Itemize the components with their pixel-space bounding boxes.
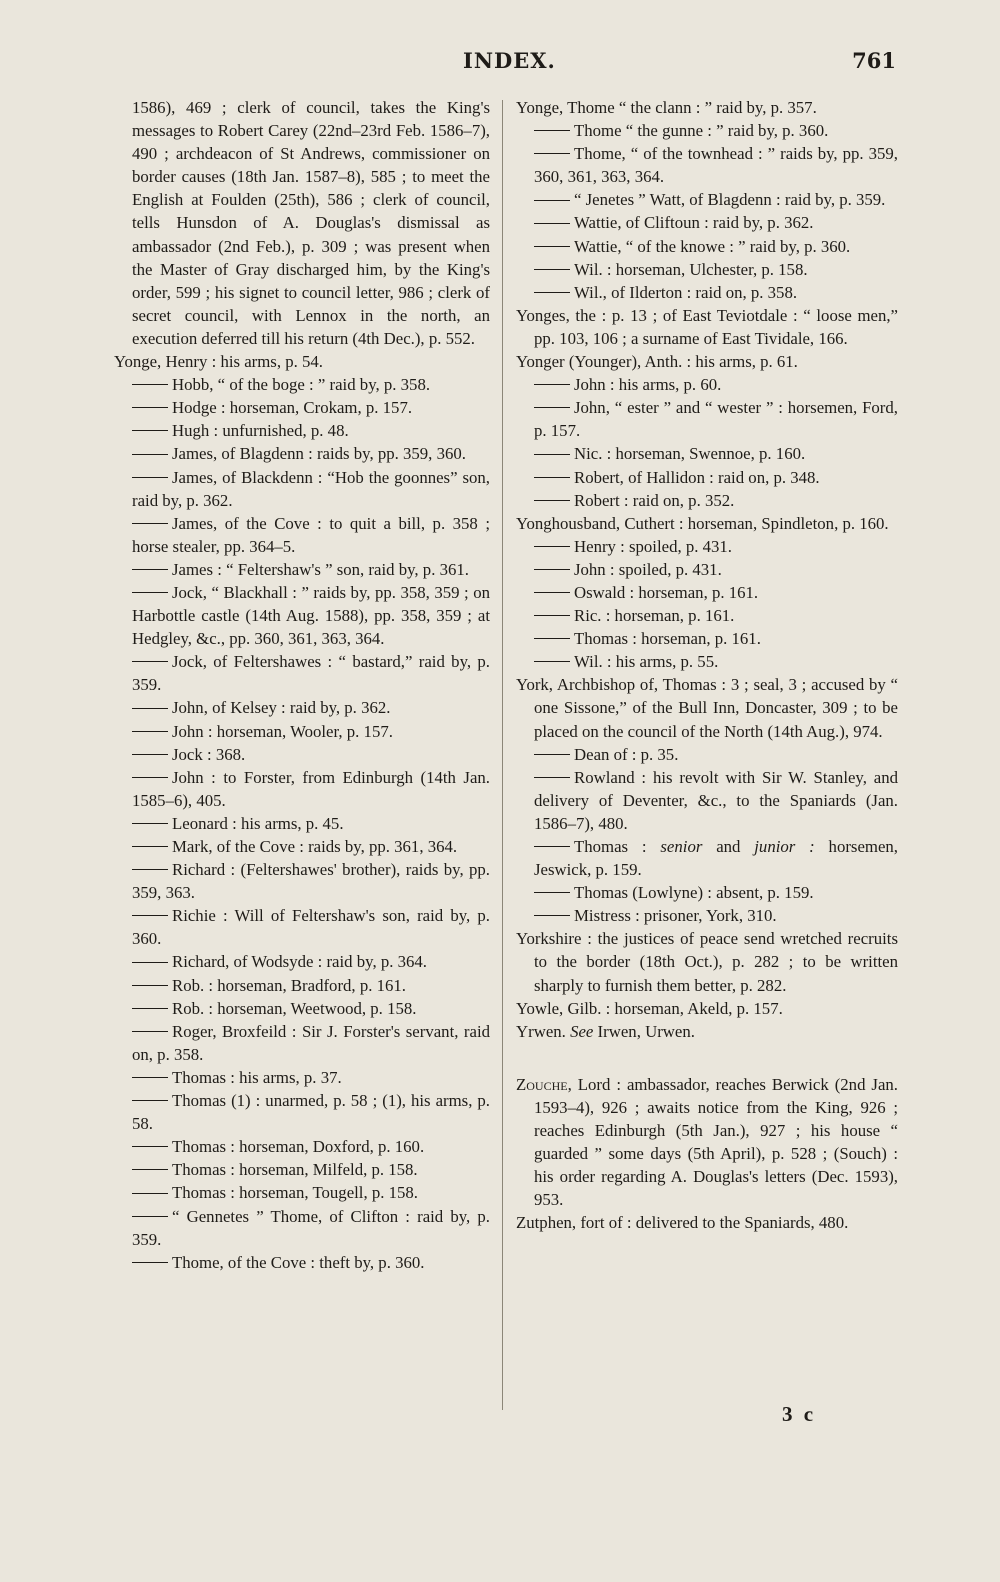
entry-text-part: Yowle, Gilb. : horseman, Akeld, p. 157. (516, 998, 783, 1018)
repeat-dash (534, 743, 574, 766)
entry-text-part: Zouche (516, 1074, 568, 1094)
index-entry (516, 350, 898, 373)
repeat-dash (132, 1135, 172, 1158)
entry-text-part: John : spoiled, p. 431. (574, 559, 722, 579)
entry-text-part: Yrwen. (516, 1021, 571, 1041)
entry-text-part: Irwen, Urwen. (593, 1021, 695, 1041)
index-entry (516, 373, 898, 396)
entry-text-part: James, of Blagdenn : raids by, pp. 359, 360. (172, 444, 466, 464)
entry-text-part: Hugh : unfurnished, p. 48. (172, 421, 349, 441)
entry-text-part: Leonard : his arms, p. 45. (172, 813, 344, 833)
index-entry (114, 696, 490, 719)
index-entry (114, 650, 490, 696)
repeat-dash (534, 581, 574, 604)
entry-text-part: John : horseman, Wooler, p. 157. (172, 721, 393, 741)
index-entry (516, 1073, 898, 1212)
index-entry (114, 812, 490, 835)
entry-text-part: Thomas : horseman, Doxford, p. 160. (172, 1137, 425, 1157)
index-entry (516, 142, 898, 188)
index-entry (114, 558, 490, 581)
index-entry (516, 604, 898, 627)
repeat-dash (132, 1205, 172, 1228)
entry-text-part: Jock, “ Blackhall : ” raids by, pp. 358, 359 ; on Harbottle castle (14th Aug. 1588), pp. 358, 359 ; at Hedgley, &c., pp. 360, 361, 363, 364. (132, 582, 490, 649)
entry-text-part: and (702, 837, 755, 856)
index-entry (516, 281, 898, 304)
index-entry (114, 743, 490, 766)
entry-text-part: Henry : spoiled, p. 431. (574, 536, 733, 556)
index-entry (114, 835, 490, 858)
entry-text-part: Yonghousband, Cuthert : horseman, Spindleton, p. 160. (516, 513, 889, 533)
entry-text-part: 1586), 469 ; clerk of council, takes the King's messages to Robert Carey (22nd–23rd Feb. 1586–7), 490 ; archdeacon of St Andrews, commissioner on border causes (18th Jan. 1587–8), 585 ; to meet the English at Foulden (25th), 586 ; clerk of council, tells Hunsdon of A. Douglas's dismissal as ambassador (2nd Feb.), p. 309 ; was present when the Master of Gray discharged him, by the King's order, 599 ; his signet to council letter, 986 ; clerk of secret council, with Lennox in the north, an execution deferred till his return (4th Dec.), p. 552. (132, 98, 490, 348)
entry-text-part: Jock, of Feltershawes : “ bastard,” raid by, p. 359. (132, 652, 490, 695)
entry-text-part: Richard, of Wodsyde : raid by, p. 364. (172, 952, 427, 972)
entry-text-part: Oswald : horseman, p. 161. (574, 582, 759, 602)
entry-text-part: Wattie, of Cliftoun : raid by, p. 362. (574, 213, 814, 233)
repeat-dash (132, 1066, 172, 1089)
index-entry (516, 558, 898, 581)
repeat-dash (132, 1251, 172, 1274)
repeat-dash (132, 904, 172, 927)
index-entry (114, 350, 490, 373)
entry-text-part: Yonges, the : p. 13 ; of East Teviotdale : “ loose men,” pp. 103, 106 ; a surname of East Tividale, 166. (516, 305, 898, 348)
index-entry (516, 188, 898, 211)
entry-text-part: Richard : (Feltershawes' brother), raids by, pp. 359, 363. (132, 860, 490, 903)
entry-text-part: Thome, “ of the townhead : ” raids by, pp. 359, 360, 361, 363, 364. (534, 144, 898, 187)
repeat-dash (132, 558, 172, 581)
index-entry (114, 396, 490, 419)
entry-text-part: Yonge, Thome “ the clann : ” raid by, p. 357. (516, 98, 817, 117)
index-entry (114, 720, 490, 743)
index-entry (516, 881, 898, 904)
index-entry (114, 1135, 490, 1158)
repeat-dash (132, 650, 172, 673)
entry-text-part: Wil., of Ilderton : raid on, p. 358. (574, 282, 798, 302)
index-entry (114, 442, 490, 465)
entry-text-part: Thomas : his arms, p. 37. (172, 1067, 342, 1087)
page-header (0, 48, 1000, 78)
index-entry (114, 1205, 490, 1251)
entry-text-part: Hodge : horseman, Crokam, p. 157. (172, 398, 413, 418)
index-entry (114, 373, 490, 396)
entry-text-part: York, Archbishop of, Thomas : 3 ; seal, 3 ; accused by “ one Sissone,” of the Bull Inn, Doncaster, 309 ; to be placed on the council of the North (14th Aug.), 974. (516, 675, 898, 741)
repeat-dash (132, 1020, 172, 1043)
repeat-dash (132, 835, 172, 858)
entry-text-part: Mistress : prisoner, York, 310. (574, 906, 777, 926)
repeat-dash (534, 881, 574, 904)
index-entry (516, 119, 898, 142)
index-entry (516, 766, 898, 835)
entry-text-part: Nic. : horseman, Swennoe, p. 160. (574, 444, 806, 464)
repeat-dash (132, 466, 172, 489)
index-entry (516, 650, 898, 673)
index-entry (114, 581, 490, 650)
index-entry (114, 419, 490, 442)
index-entry (516, 211, 898, 234)
entry-text-part: John, of Kelsey : raid by, p. 362. (172, 698, 391, 718)
entry-text-part: Thomas : horseman, Milfeld, p. 158. (172, 1160, 418, 1180)
index-entry (516, 466, 898, 489)
repeat-dash (534, 142, 574, 165)
index-entry (114, 1251, 490, 1274)
page-title: INDEX. (463, 48, 556, 73)
entry-text-part: John : his arms, p. 60. (574, 375, 722, 395)
entry-text-part: James, of Blackdenn : “Hob the goonnes” son, raid by, p. 362. (132, 467, 490, 510)
repeat-dash (534, 766, 574, 789)
index-entry (114, 997, 490, 1020)
entry-text-part: senior (660, 837, 703, 856)
repeat-dash (132, 442, 172, 465)
index-entry (516, 442, 898, 465)
index-entry (114, 466, 490, 512)
index-entry (114, 1089, 490, 1135)
repeat-dash (534, 281, 574, 304)
entry-text-part: Ric. : horseman, p. 161. (574, 606, 735, 626)
index-entry (516, 396, 898, 442)
index-entry (516, 627, 898, 650)
entry-text-part: Hobb, “ of the boge : ” raid by, p. 358. (172, 375, 431, 395)
repeat-dash (132, 997, 172, 1020)
repeat-dash (534, 489, 574, 512)
repeat-dash (132, 1089, 172, 1112)
repeat-dash (534, 904, 574, 927)
index-entry (516, 304, 898, 350)
index-entry (114, 1181, 490, 1204)
entry-text-part: John : to Forster, from Edinburgh (14th Jan. 1585–6), 405. (132, 767, 490, 810)
entry-text-part: Wil. : his arms, p. 55. (574, 652, 719, 672)
repeat-dash (132, 696, 172, 719)
entry-text-part: Yorkshire : the justices of peace send wretched recruits to the border (18th Oct.), p. 282 ; to be written sharply to furnish them better, p. 282. (516, 929, 898, 995)
repeat-dash (534, 258, 574, 281)
repeat-dash (534, 188, 574, 211)
index-entry (516, 835, 898, 881)
entry-text-part: Thomas : horseman, Tougell, p. 158. (172, 1183, 419, 1203)
entry-text-part: Thomas (1) : unarmed, p. 58 ; (1), his arms, p. 58. (132, 1091, 490, 1134)
index-entry (516, 581, 898, 604)
repeat-dash (132, 766, 172, 789)
index-entry (516, 904, 898, 927)
repeat-dash (132, 1158, 172, 1181)
repeat-dash (132, 950, 172, 973)
entry-text-part: James, of the Cove : to quit a bill, p. 358 ; horse stealer, pp. 364–5. (132, 513, 490, 556)
entry-text-part: , Lord : ambassador, reaches Berwick (2nd Jan. 1593–4), 926 ; awaits notice from the King, 926 ; reaches Edinburgh (5th Jan.), 927 ; his house “ guarded ” some days (5th April), p. 528 ; (Souch) : his order regarding A. Douglas's letters (Dec. 1593), 953. (534, 1074, 898, 1210)
index-entry (516, 1020, 898, 1043)
index-entry (516, 673, 898, 742)
index-entry (516, 235, 898, 258)
index-entry (516, 1211, 898, 1234)
entry-text-part: Rob. : horseman, Weetwood, p. 158. (172, 998, 417, 1018)
index-entry (114, 1158, 490, 1181)
entry-text-part: Jock : 368. (172, 744, 246, 764)
index-entry (114, 1020, 490, 1066)
entry-text-part: See (570, 1021, 594, 1041)
entry-text-part: Wil. : horseman, Ulchester, p. 158. (574, 259, 808, 279)
index-entry (516, 927, 898, 996)
page-number: 761 (852, 48, 896, 73)
index-entry (114, 1066, 490, 1089)
index-entry (516, 258, 898, 281)
entry-text-part: Thomas : horseman, p. 161. (574, 629, 761, 649)
repeat-dash (534, 211, 574, 234)
index-entry (516, 512, 898, 535)
index-entry (114, 766, 490, 812)
entry-text-part: Zutphen, fort of : delivered to the Spaniards, 480. (516, 1213, 849, 1233)
repeat-dash (132, 373, 172, 396)
repeat-dash (534, 235, 574, 258)
index-entry (516, 96, 898, 119)
index-entry (516, 489, 898, 512)
entry-text-part: junior : (754, 837, 815, 856)
entry-text-part: Robert, of Hallidon : raid on, p. 348. (574, 467, 820, 487)
entry-text-part: Rob. : horseman, Bradford, p. 161. (172, 975, 406, 995)
entry-text-part: Thomas (Lowlyne) : absent, p. 159. (574, 883, 814, 903)
repeat-dash (534, 627, 574, 650)
entry-text-part: Dean of : p. 35. (574, 744, 679, 764)
entry-text-part: John, “ ester ” and “ wester ” : horsemen, Ford, p. 157. (534, 398, 898, 441)
entry-text-part: Wattie, “ of the knowe : ” raid by, p. 360. (574, 236, 851, 256)
right-column (516, 96, 898, 1235)
repeat-dash (534, 442, 574, 465)
entry-text-part: Thome, of the Cove : theft by, p. 360. (172, 1252, 425, 1272)
index-entry (114, 512, 490, 558)
entry-text-part: “ Gennetes ” Thome, of Clifton : raid by, p. 359. (132, 1206, 490, 1249)
repeat-dash (132, 581, 172, 604)
index-entry (114, 904, 490, 950)
repeat-dash (534, 396, 574, 419)
repeat-dash (132, 1181, 172, 1204)
repeat-dash (534, 650, 574, 673)
repeat-dash (534, 535, 574, 558)
left-column (114, 96, 490, 1274)
signature-mark: 3 c (782, 1402, 817, 1426)
repeat-dash (132, 419, 172, 442)
repeat-dash (534, 119, 574, 142)
entry-text-part: Roger, Broxfeild : Sir J. Forster's servant, raid on, p. 358. (132, 1021, 490, 1064)
repeat-dash (132, 512, 172, 535)
entry-text-part: Rowland : his revolt with Sir W. Stanley, and delivery of Deventer, &c., to the Spaniards (Jan. 1586–7), 480. (534, 767, 898, 833)
repeat-dash (534, 835, 574, 858)
entry-text-part: Robert : raid on, p. 352. (574, 490, 735, 510)
entry-text-part: Yonge, Henry : his arms, p. 54. (114, 352, 323, 372)
entry-text-part: James : “ Feltershaw's ” son, raid by, p. 361. (172, 559, 469, 579)
repeat-dash (534, 558, 574, 581)
index-entry (114, 950, 490, 973)
repeat-dash (534, 466, 574, 489)
entry-text-part: Mark, of the Cove : raids by, pp. 361, 364. (172, 837, 458, 856)
repeat-dash (132, 812, 172, 835)
repeat-dash (132, 720, 172, 743)
index-entry (516, 535, 898, 558)
repeat-dash (132, 858, 172, 881)
entry-text-part: Yonger (Younger), Anth. : his arms, p. 61. (516, 352, 798, 372)
index-entry (114, 858, 490, 904)
entry-text-part: “ Jenetes ” Watt, of Blagdenn : raid by, p. 359. (574, 190, 886, 210)
entry-text-part: Richie : Will of Feltershaw's son, raid by, p. 360. (132, 906, 490, 949)
repeat-dash (132, 743, 172, 766)
column-divider (502, 100, 503, 1410)
index-entry (114, 96, 490, 350)
section-gap (516, 1043, 898, 1073)
repeat-dash (534, 373, 574, 396)
entry-text-part: Thome “ the gunne : ” raid by, p. 360. (574, 121, 829, 141)
index-entry (114, 974, 490, 997)
entry-text-part: Thomas : (574, 837, 661, 856)
repeat-dash (132, 396, 172, 419)
index-entry (516, 743, 898, 766)
index-entry (516, 997, 898, 1020)
entry-text-part: horsemen, Jeswick, p. 159. (534, 837, 898, 880)
repeat-dash (132, 974, 172, 997)
repeat-dash (534, 604, 574, 627)
